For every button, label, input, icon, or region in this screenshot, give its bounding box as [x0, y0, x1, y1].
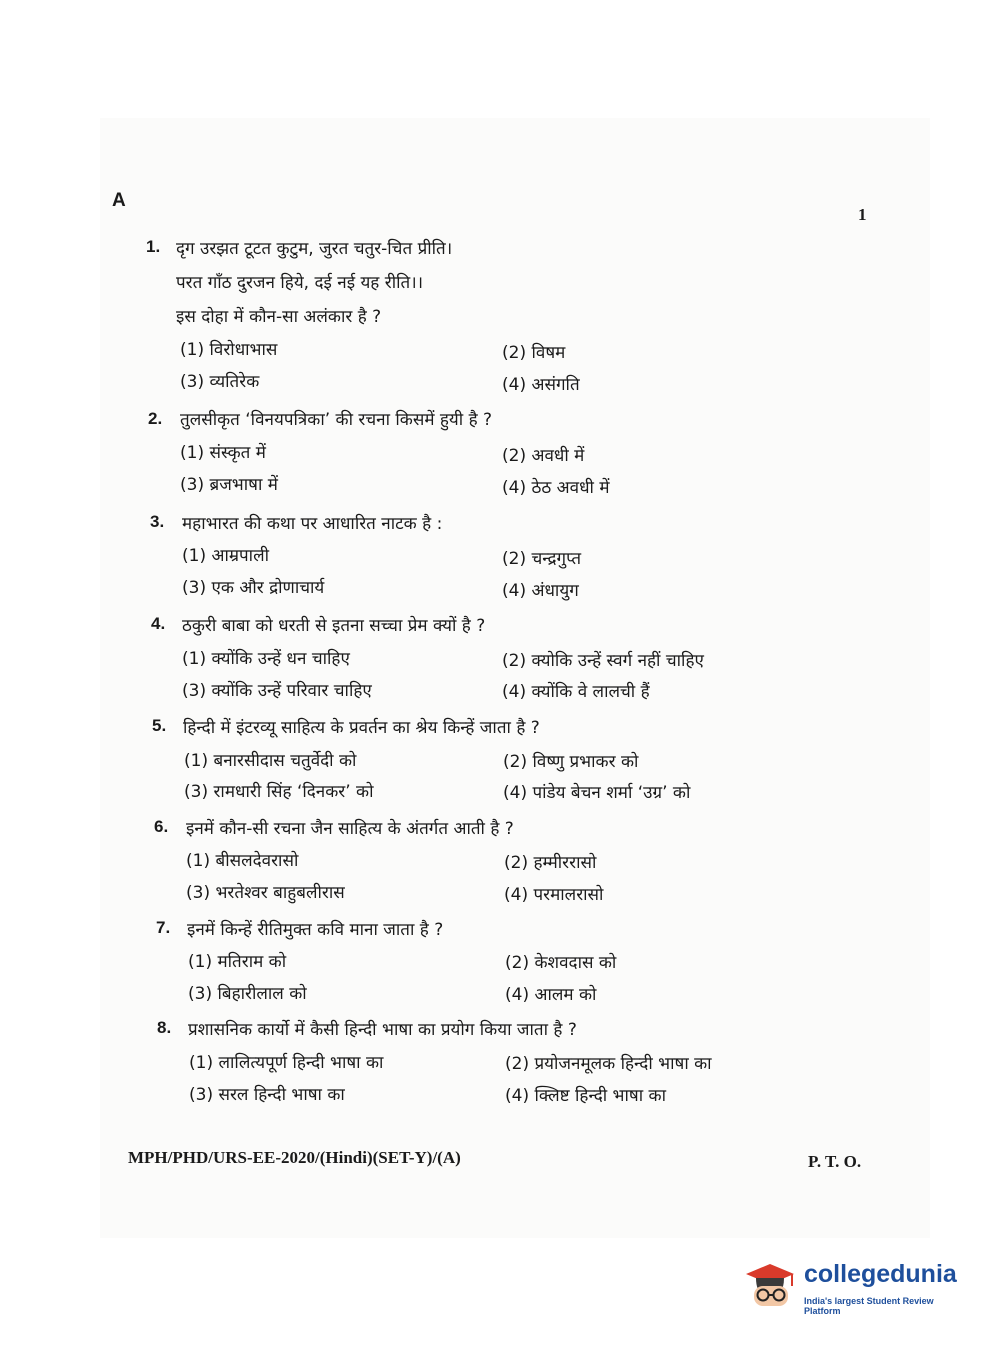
- option-1: (1) क्योंकि उन्हें धन चाहिए: [182, 649, 350, 669]
- option-1: (1) मतिराम को: [188, 952, 287, 972]
- mascot-icon: [742, 1252, 800, 1316]
- option-1: (1) बनारसीदास चतुर्वेदी को: [184, 751, 357, 771]
- option-2: (2) क्योकि उन्हें स्वर्ग नहीं चाहिए: [502, 651, 704, 671]
- question-text: इनमें कौन-सी रचना जैन साहित्य के अंतर्गत आती है ?: [186, 819, 514, 839]
- option-4: (4) परमालरासो: [504, 885, 604, 905]
- collegedunia-logo: [742, 1252, 972, 1322]
- option-2: (2) चन्द्रगुप्त: [502, 549, 582, 569]
- option-3: (3) व्यतिरेक: [180, 372, 260, 392]
- question-text: हिन्दी में इंटरव्यू साहित्य के प्रवर्तन का श्रेय किन्हें जाता है ?: [183, 718, 540, 738]
- question-number: 1.: [146, 237, 161, 256]
- question-text: परत गाँठ दुरजन हिये, दई नई यह रीति।।: [176, 273, 424, 293]
- brand-name: collegedunia: [804, 1260, 957, 1288]
- option-4: (4) आलम को: [505, 985, 597, 1005]
- option-4: (4) क्लिष्ट हिन्दी भाषा का: [505, 1086, 666, 1106]
- option-1: (1) लालित्यपूर्ण हिन्दी भाषा का: [189, 1053, 384, 1073]
- option-4: (4) अंधायुग: [502, 581, 579, 601]
- question-number: 3.: [150, 512, 165, 531]
- paper-code: MPH/PHD/URS-EE-2020/(Hindi)(SET-Y)/(A): [128, 1148, 461, 1167]
- page-number: 1: [858, 205, 867, 224]
- question-text: ठकुरी बाबा को धरती से इतना सच्चा प्रेम क्यों है ?: [182, 616, 486, 636]
- option-4: (4) क्योंकि वे लालची हैं: [502, 682, 650, 702]
- option-3: (3) रामधारी सिंह ‘दिनकर’ को: [184, 782, 374, 802]
- option-1: (1) बीसलदेवरासो: [186, 851, 299, 871]
- question-text: तुलसीकृत ‘विनयपत्रिका’ की रचना किसमें हुयी है ?: [180, 410, 493, 430]
- please-turn-over: P. T. O.: [808, 1152, 862, 1171]
- option-3: (3) ब्रजभाषा में: [180, 475, 278, 495]
- option-3: (3) एक और द्रोणाचार्य: [182, 578, 325, 598]
- option-1: (1) संस्कृत में: [180, 443, 266, 463]
- question-text: इनमें किन्हें रीतिमुक्त कवि माना जाता है ?: [187, 920, 444, 940]
- question-number: 2.: [148, 409, 163, 428]
- question-text: दृग उरझत टूटत कुटुम, जुरत चतुर-चित प्रीति।: [176, 239, 453, 259]
- option-4: (4) असंगति: [502, 375, 580, 395]
- question-text: इस दोहा में कौन-सा अलंकार है ?: [176, 307, 382, 327]
- option-2: (2) प्रयोजनमूलक हिन्दी भाषा का: [505, 1054, 712, 1074]
- brand-tagline: India's largest Student Review Platform: [804, 1296, 934, 1316]
- option-1: (1) आम्रपाली: [182, 546, 270, 566]
- option-2: (2) विष्णु प्रभाकर को: [503, 752, 639, 772]
- question-number: 7.: [156, 918, 171, 937]
- question-text: महाभारत की कथा पर आधारित नाटक है :: [182, 514, 443, 534]
- option-3: (3) सरल हिन्दी भाषा का: [189, 1085, 345, 1105]
- question-number: 8.: [157, 1018, 172, 1037]
- option-2: (2) अवधी में: [502, 446, 585, 466]
- set-label: A: [112, 190, 126, 211]
- question-number: 6.: [154, 817, 169, 836]
- option-3: (3) बिहारीलाल को: [188, 984, 307, 1004]
- option-2: (2) हम्मीररासो: [504, 853, 597, 873]
- question-text: प्रशासनिक कार्यो में कैसी हिन्दी भाषा का प्रयोग किया जाता है ?: [188, 1020, 577, 1040]
- question-number: 5.: [152, 716, 167, 735]
- question-number: 4.: [151, 614, 166, 633]
- option-2: (2) केशवदास को: [505, 953, 617, 973]
- option-1: (1) विरोधाभास: [180, 340, 278, 360]
- option-4: (4) ठेठ अवधी में: [502, 478, 610, 498]
- option-3: (3) क्योंकि उन्हें परिवार चाहिए: [182, 681, 372, 701]
- option-4: (4) पांडेय बेचन शर्मा ‘उग्र’ को: [503, 783, 691, 803]
- option-2: (2) विषम: [502, 343, 566, 363]
- option-3: (3) भरतेश्वर बाहुबलीरास: [186, 883, 345, 903]
